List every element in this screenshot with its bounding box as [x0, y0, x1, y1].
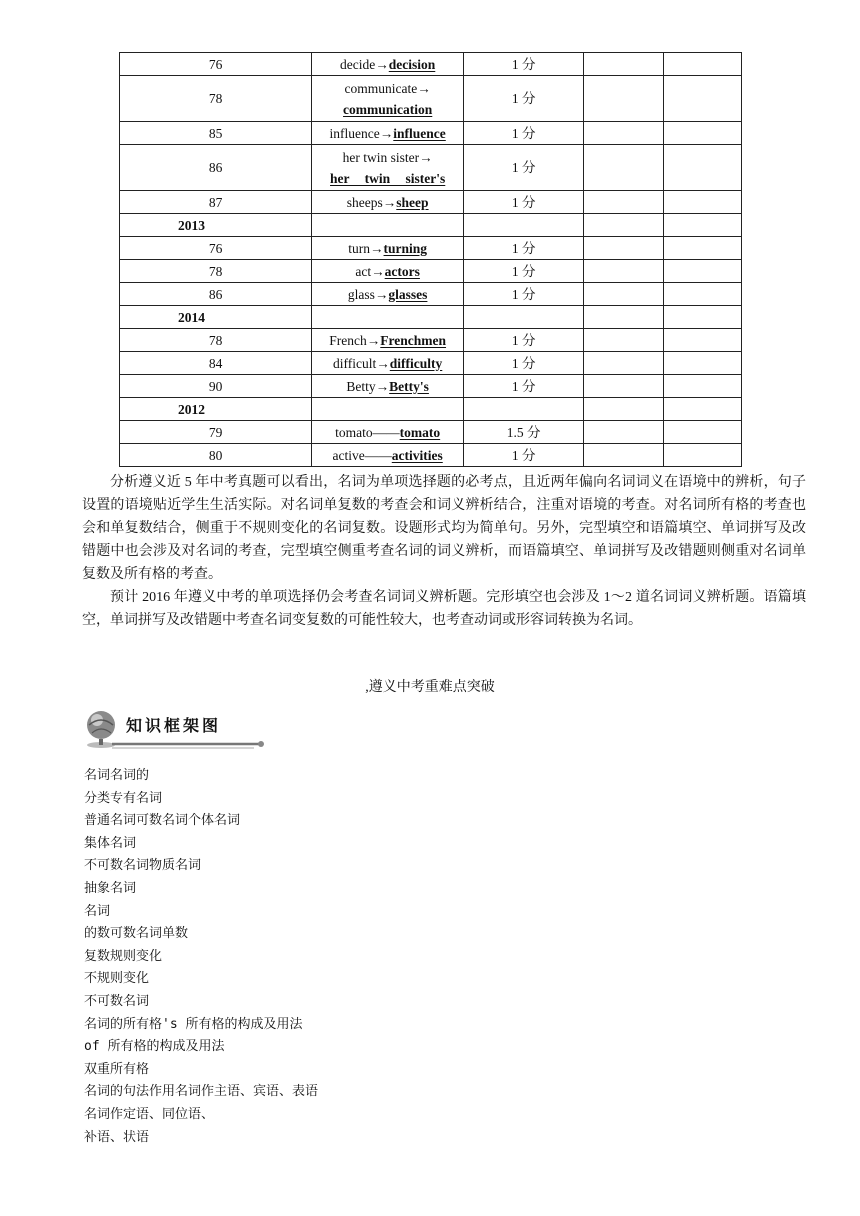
table-row — [120, 260, 742, 283]
knowledge-framework-banner — [82, 703, 267, 753]
arrow-symbol: → — [371, 263, 385, 279]
framework-line: 普通名词可数名词个体名词 — [84, 813, 241, 829]
word-transform — [312, 260, 464, 283]
table-row — [120, 145, 742, 191]
arrow-symbol: → — [375, 378, 390, 394]
table-row — [120, 444, 742, 467]
empty-cell — [664, 76, 742, 122]
arrow-symbol: → — [379, 125, 394, 141]
word-transform — [312, 421, 464, 444]
empty-cell — [664, 283, 742, 306]
year-cell: 2012 — [120, 398, 312, 421]
arrow-symbol: → — [370, 240, 384, 256]
empty-cell — [664, 145, 742, 191]
table-row — [120, 421, 742, 444]
table-row — [120, 122, 742, 145]
framework-line: 不可数名词物质名词 — [84, 858, 202, 874]
question-number: 78 — [120, 260, 312, 283]
empty-cell — [664, 375, 742, 398]
word-transform — [312, 145, 464, 191]
empty-cell — [664, 352, 742, 375]
banner-label: 知识框架图 — [126, 716, 222, 735]
answer-word: decision — [388, 56, 436, 72]
framework-line: 双重所有格 — [84, 1061, 150, 1077]
original-word: decide — [340, 56, 376, 72]
answer-word: turning — [383, 240, 428, 256]
empty-cell — [664, 53, 742, 76]
table-row — [120, 237, 742, 260]
table-row — [120, 283, 742, 306]
score-cell: 1 分 — [463, 237, 583, 260]
framework-line: 名词 — [84, 903, 111, 919]
score-cell: 1 分 — [463, 53, 583, 76]
empty-cell — [664, 398, 742, 421]
framework-line: 名词名词的 — [84, 768, 150, 783]
empty-cell — [584, 237, 664, 260]
empty-cell — [584, 122, 664, 145]
original-word: sheeps — [346, 194, 383, 210]
table-row — [120, 53, 742, 76]
empty-cell — [664, 329, 742, 352]
empty-cell — [463, 306, 583, 329]
empty-cell — [584, 76, 664, 122]
score-cell: 1 分 — [463, 375, 583, 398]
year-row — [120, 214, 742, 237]
empty-cell — [584, 145, 664, 191]
arrow-symbol: → — [382, 194, 397, 210]
question-number: 85 — [120, 122, 312, 145]
answer-word: Frenchmen — [380, 332, 447, 348]
empty-cell — [584, 191, 664, 214]
score-cell: 1 分 — [463, 260, 583, 283]
word-transform — [312, 237, 464, 260]
word-transform — [312, 122, 464, 145]
answer-word: communication — [343, 101, 433, 117]
arrow-symbol: —— — [364, 447, 392, 463]
empty-cell — [584, 53, 664, 76]
framework-line: 抽象名词 — [84, 880, 137, 896]
word-transform — [312, 329, 464, 352]
empty-cell — [584, 398, 664, 421]
original-word: influence — [329, 125, 380, 141]
arrow-symbol: → — [417, 80, 431, 96]
table-row — [120, 352, 742, 375]
framework-line: 名词的所有格's 所有格的构成及用法 — [84, 1016, 303, 1032]
original-word: difficult — [333, 355, 377, 371]
original-word: active — [332, 447, 365, 463]
empty-cell — [584, 352, 664, 375]
word-transform — [312, 53, 464, 76]
arrow-symbol: → — [419, 149, 433, 165]
empty-cell — [312, 214, 464, 237]
empty-cell — [664, 214, 742, 237]
framework-list — [84, 765, 318, 1149]
question-number: 86 — [120, 283, 312, 306]
year-row — [120, 398, 742, 421]
empty-cell — [664, 306, 742, 329]
score-cell: 1 分 — [463, 329, 583, 352]
framework-line: 补语、状语 — [84, 1129, 150, 1145]
question-number: 80 — [120, 444, 312, 467]
arrow-symbol: → — [374, 286, 389, 302]
answer-word: tomato — [399, 424, 441, 440]
question-number: 76 — [120, 237, 312, 260]
empty-cell — [664, 237, 742, 260]
question-number: 84 — [120, 352, 312, 375]
year-row — [120, 306, 742, 329]
framework-line: 复数规则变化 — [84, 948, 163, 964]
question-number: 87 — [120, 191, 312, 214]
score-cell: 1 分 — [463, 122, 583, 145]
original-word: tomato — [335, 424, 373, 440]
framework-line: 不规则变化 — [84, 971, 150, 987]
original-word: turn — [348, 240, 371, 256]
original-word: glass — [347, 286, 375, 302]
empty-cell — [664, 444, 742, 467]
original-word: French — [329, 332, 367, 348]
empty-cell — [664, 122, 742, 145]
table-row — [120, 329, 742, 352]
framework-line: 集体名词 — [84, 835, 137, 851]
empty-cell — [463, 398, 583, 421]
empty-cell — [463, 214, 583, 237]
score-cell: 1.5 分 — [463, 421, 583, 444]
answer-word: activities — [391, 447, 443, 463]
empty-cell — [584, 375, 664, 398]
table-row — [120, 375, 742, 398]
answer-word: difficulty — [389, 355, 443, 371]
original-word: Betty — [346, 378, 376, 394]
empty-cell — [664, 421, 742, 444]
question-number: 76 — [120, 53, 312, 76]
original-word: communicate — [344, 80, 418, 96]
year-cell: 2013 — [120, 214, 312, 237]
question-number: 78 — [120, 76, 312, 122]
word-transform — [312, 191, 464, 214]
table-row — [120, 191, 742, 214]
question-number: 90 — [120, 375, 312, 398]
answer-word: Betty's — [389, 378, 429, 394]
word-transform — [312, 76, 464, 122]
word-transform — [312, 375, 464, 398]
exam-table-body — [120, 53, 742, 467]
word-transform — [312, 352, 464, 375]
answer-word: sheep — [396, 194, 429, 210]
table-row — [120, 76, 742, 122]
score-cell: 1 分 — [463, 191, 583, 214]
empty-cell — [664, 260, 742, 283]
empty-cell — [584, 306, 664, 329]
framework-line: 不可数名词 — [84, 993, 150, 1009]
empty-cell — [312, 306, 464, 329]
framework-line: of 所有格的构成及用法 — [84, 1039, 225, 1055]
empty-cell — [664, 191, 742, 214]
framework-line: 名词的句法作用名词作主语、宾语、表语 — [84, 1084, 319, 1100]
score-cell: 1 分 — [463, 76, 583, 122]
answer-word: influence — [393, 125, 446, 141]
arrow-symbol: → — [366, 332, 381, 348]
score-cell: 1 分 — [463, 283, 583, 306]
word-transform — [312, 283, 464, 306]
framework-line: 分类专有名词 — [84, 790, 163, 806]
score-cell: 1 分 — [463, 444, 583, 467]
globe-icon — [87, 711, 115, 748]
analysis-paragraph-1: 分析遵义近 5 年中考真题可以看出，名词为单项选择题的必考点，且近两年偏向名词词义在语境中的辨析，句子设置的语境贴近学生生活实际。对名词单复数的考查会和词义辨析结合，注重对语境的考查。对名词所有格的考查也会和单复数结合，侧重于不规则变化的名词复数。设题形式均为简单句。另外，完型填空和语篇填空、单词拼写及改错题中也会涉及对名词的考查，完型填空侧重考查名词的词义辨析，而语篇填空、单词拼写及改错题则侧重对名词单复数及所有格的考查。 — [82, 475, 806, 582]
section-title: ,遵义中考重难点突破 — [365, 680, 495, 695]
empty-cell — [584, 329, 664, 352]
empty-cell — [312, 398, 464, 421]
answer-word: her twin sister's — [330, 170, 446, 186]
original-word: act — [355, 263, 372, 279]
empty-cell — [584, 260, 664, 283]
year-cell: 2014 — [120, 306, 312, 329]
framework-line: 名词作定语、同位语、 — [84, 1106, 215, 1122]
original-word: her twin sister — [342, 149, 420, 165]
question-number: 78 — [120, 329, 312, 352]
empty-cell — [584, 283, 664, 306]
empty-cell — [584, 444, 664, 467]
answer-word: actors — [384, 263, 420, 279]
empty-cell — [584, 421, 664, 444]
word-transform — [312, 444, 464, 467]
framework-line: 的数可数名词单数 — [84, 926, 189, 942]
arrow-symbol: → — [375, 56, 389, 72]
exam-score-table — [119, 52, 742, 467]
question-number: 86 — [120, 145, 312, 191]
score-cell: 1 分 — [463, 145, 583, 191]
answer-word: glasses — [388, 286, 428, 302]
question-number: 79 — [120, 421, 312, 444]
arrow-symbol: —— — [372, 424, 400, 440]
empty-cell — [584, 214, 664, 237]
score-cell: 1 分 — [463, 352, 583, 375]
analysis-paragraph-2: 预计 2016 年遵义中考的单项选择仍会考查名词词义辨析题。完形填空也会涉及 1～2 道名词词义辨析题。语篇填空，单词拼写及改错题中考查名词变复数的可能性较大，也考查动词或形容词转换为名词。 — [82, 590, 806, 628]
arrow-symbol: → — [376, 355, 390, 371]
